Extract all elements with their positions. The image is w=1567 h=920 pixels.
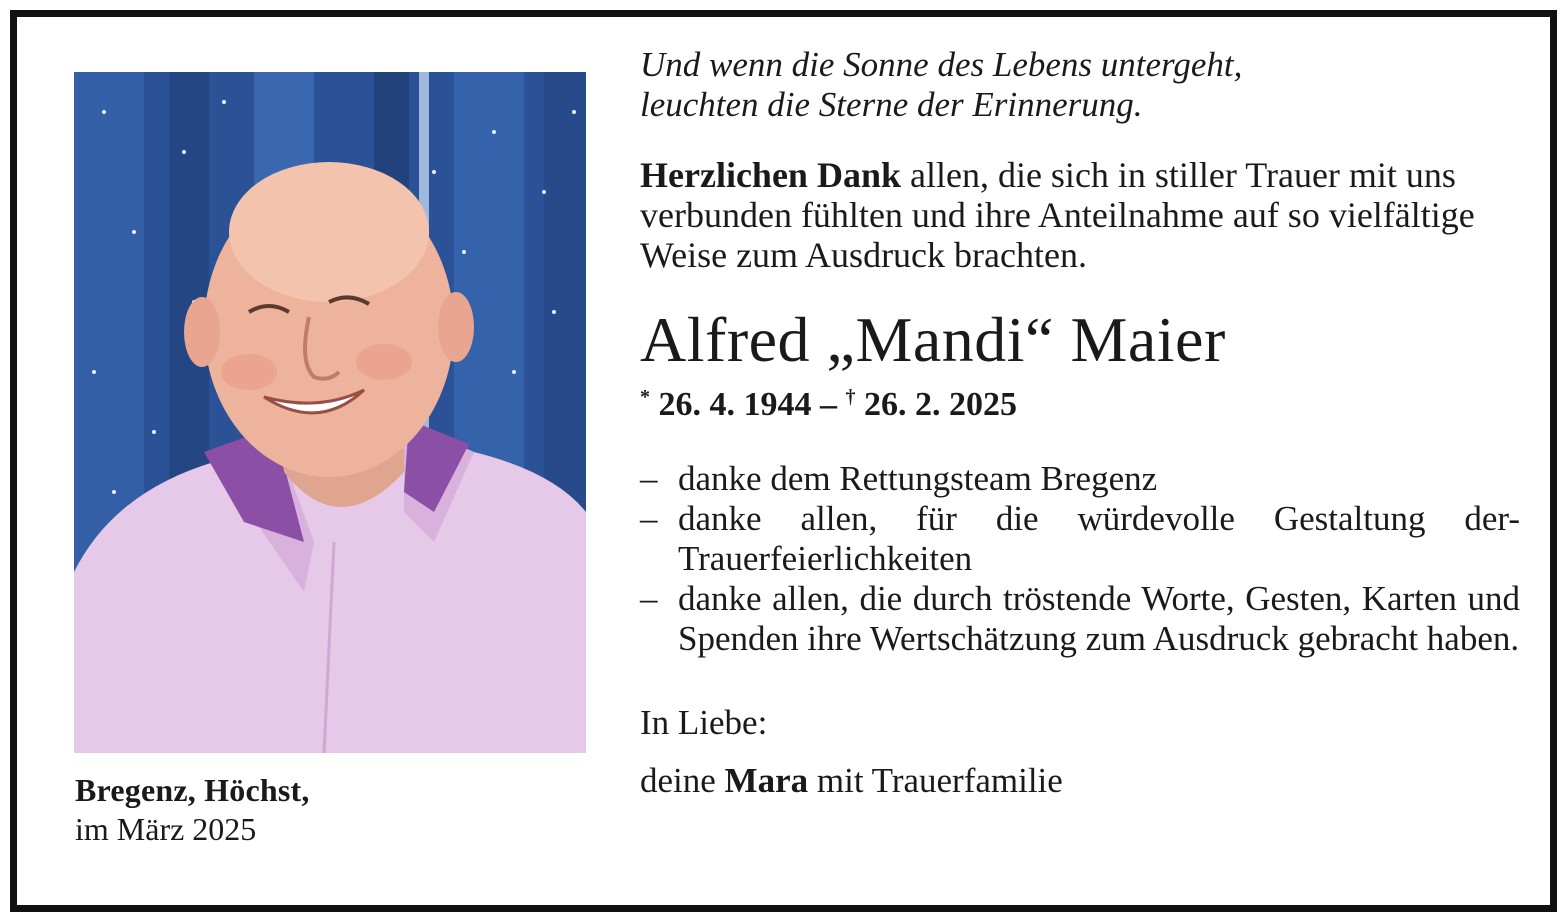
death-symbol: † <box>845 386 856 408</box>
quote-line-2: leuchten die Sterne der Erinnerung. <box>640 85 1143 124</box>
list-item <box>640 579 1520 659</box>
list-dash: – <box>640 499 658 538</box>
birth-symbol: * <box>640 386 650 408</box>
list-item-text: danke dem Rettungsteam Bregenz <box>678 459 1158 498</box>
signature-suffix: mit Trauerfamilie <box>808 761 1063 800</box>
life-dates <box>640 377 1520 425</box>
signature-prefix: deine <box>640 761 725 800</box>
list-item <box>640 499 1520 579</box>
closing-love: In Liebe: <box>640 703 768 742</box>
death-date: 26. 2. 2025 <box>864 386 1017 423</box>
closing-signature <box>640 761 1520 801</box>
location-date: im März 2025 <box>75 811 257 847</box>
memorial-quote <box>640 45 1520 125</box>
thanks-text: allen, die sich in stiller Trauer mit uns verbunden fühlten und ihre Anteilnahme auf so vielfältige Weise zum Ausdruck brachten. <box>640 155 1475 275</box>
list-item-text: danke allen, für die würdevolle Gestaltung der-Trauerfeierlichkeiten <box>678 499 1520 578</box>
quote-line-1: Und wenn die Sonne des Lebens untergeht, <box>640 45 1243 84</box>
portrait-illustration <box>74 72 586 753</box>
text-column <box>640 45 1520 801</box>
list-dash: – <box>640 579 658 618</box>
list-item-text: danke allen, die durch tröstende Worte, Gesten, Karten und Spenden ihre Wertschätzung zum Ausdruck gebracht haben. <box>678 579 1520 658</box>
thanks-list <box>640 459 1520 659</box>
thanks-paragraph <box>640 155 1520 275</box>
obituary-frame <box>10 10 1557 912</box>
date-separator: – <box>820 386 837 423</box>
portrait-photo <box>74 72 586 753</box>
location-places: Bregenz, Höchst, <box>75 772 310 808</box>
thanks-heading: Herzlichen Dank <box>640 155 901 195</box>
list-item <box>640 459 1520 499</box>
deceased-name: Alfred „Mandi“ Maier <box>640 304 1226 375</box>
birth-date: 26. 4. 1944 <box>658 386 812 423</box>
list-dash: – <box>640 459 658 498</box>
signature-name: Mara <box>724 761 809 800</box>
